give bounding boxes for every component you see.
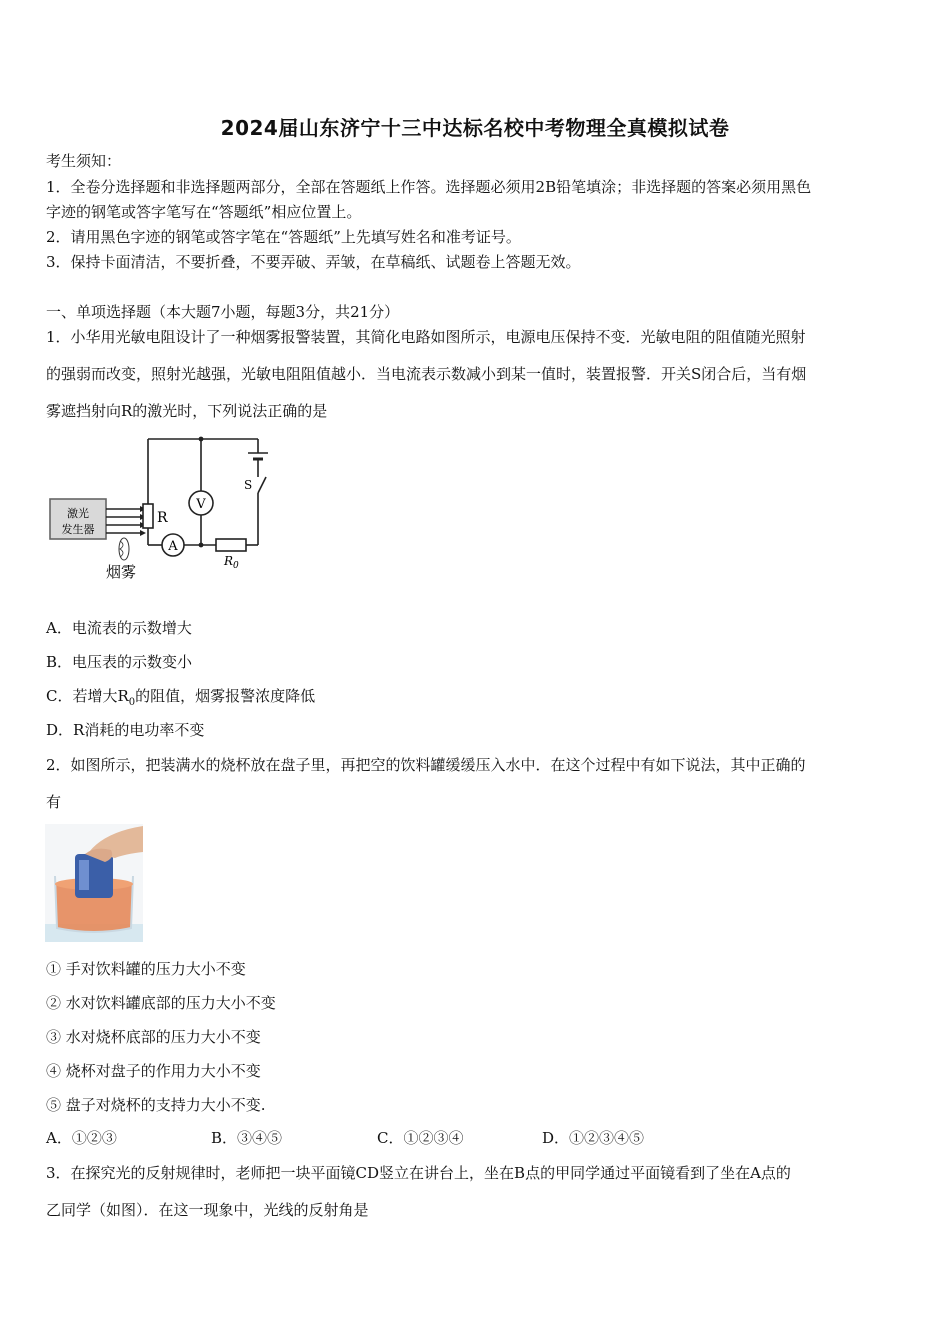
q1-option-c-pre: C．若增大R — [46, 687, 129, 705]
page-title: 2024届山东济宁十三中达标名校中考物理全真模拟试卷 — [220, 116, 730, 140]
q2-statement-5: ⑤ 盘子对烧杯的支持力大小不变. — [46, 1096, 266, 1114]
r0-label: $R_0$ — [224, 554, 239, 571]
switch-s — [258, 477, 266, 493]
smoke-label: 烟雾 — [106, 563, 137, 581]
section-heading: 一、单项选择题（本大题7小题，每题3分，共21分） — [46, 303, 400, 321]
q2-stem-line-2: 有 — [46, 793, 62, 811]
voltmeter-label: V — [196, 497, 206, 512]
q1-option-c-sub: 0 — [128, 697, 136, 708]
notice-item-1-line-2: 字迹的钢笔或答字笔写在“答题纸”相应位置上。 — [46, 203, 362, 221]
laser-label-line-2: 发生器 — [61, 523, 95, 536]
q1-option-a[interactable]: A．电流表的示数增大 — [46, 619, 192, 637]
smoke-alarm-circuit-diagram — [44, 433, 280, 583]
q1-stem-line-1: 1．小华用光敏电阻设计了一种烟雾报警装置，其简化电路如图所示，电源电压保持不变．光敏电阻的阻值随光照射 — [46, 328, 806, 346]
q2-option-a[interactable]: A．①②③ — [46, 1129, 117, 1147]
q3-stem-line-2: 乙同学（如图）．在这一现象中，光线的反射角是 — [46, 1201, 369, 1219]
notice-item-1-line-1: 1．全卷分选择题和非选择题两部分，全部在答题纸上作答。选择题必须用2B铅笔填涂；非选择题的答案必须用黑色 — [46, 178, 812, 196]
q2-statement-3: ③ 水对烧杯底部的压力大小不变 — [46, 1028, 261, 1046]
notice-item-3: 3．保持卡面清洁，不要折叠，不要弄破、弄皱，在草稿纸、试题卷上答题无效。 — [46, 253, 581, 271]
q2-statement-4: ④ 烧杯对盘子的作用力大小不变 — [46, 1062, 261, 1080]
q1-option-b[interactable]: B．电压表的示数变小 — [46, 653, 193, 671]
q2-statement-2: ② 水对饮料罐底部的压力大小不变 — [46, 994, 276, 1012]
switch-label: S — [244, 478, 253, 492]
q2-option-b[interactable]: B．③④⑤ — [211, 1129, 283, 1147]
q1-stem-line-2: 的强弱而改变，照射光越强，光敏电阻阻值越小．当电流表示数减小到某一值时，装置报警．开关S闭合后，当有烟 — [46, 365, 807, 383]
q1-option-c-post: 的阻值，烟雾报警浓度降低 — [135, 687, 316, 705]
q2-option-c[interactable]: C．①②③④ — [377, 1129, 464, 1147]
q3-stem-line-1: 3．在探究光的反射规律时，老师把一块平面镜CD竖立在讲台上，坐在B点的甲同学通过平面镜看到了坐在A点的 — [46, 1164, 791, 1182]
q2-option-d[interactable]: D．①②③④⑤ — [542, 1129, 645, 1147]
q1-option-c[interactable] — [46, 686, 906, 713]
q2-stem-line-1: 2．如图所示，把装满水的烧杯放在盘子里，再把空的饮料罐缓缓压入水中．在这个过程中有如下说法，其中正确的 — [46, 756, 806, 774]
laser-label-line-1: 激光 — [67, 507, 89, 520]
q1-stem-line-3: 雾遮挡射向R的激光时，下列说法正确的是 — [46, 402, 328, 420]
notice-heading: 考生须知： — [46, 152, 122, 170]
photoresistor-r — [143, 504, 153, 528]
q1-option-d[interactable]: D．R消耗的电功率不变 — [46, 721, 205, 739]
ammeter-label: A — [168, 539, 178, 554]
notice-item-2: 2．请用黑色字迹的钢笔或答字笔在“答题纸”上先填写姓名和准考证号。 — [46, 228, 521, 246]
r-label: R — [157, 510, 168, 526]
beaker-photo — [45, 824, 143, 942]
q2-statement-1: ① 手对饮料罐的压力大小不变 — [46, 960, 246, 978]
